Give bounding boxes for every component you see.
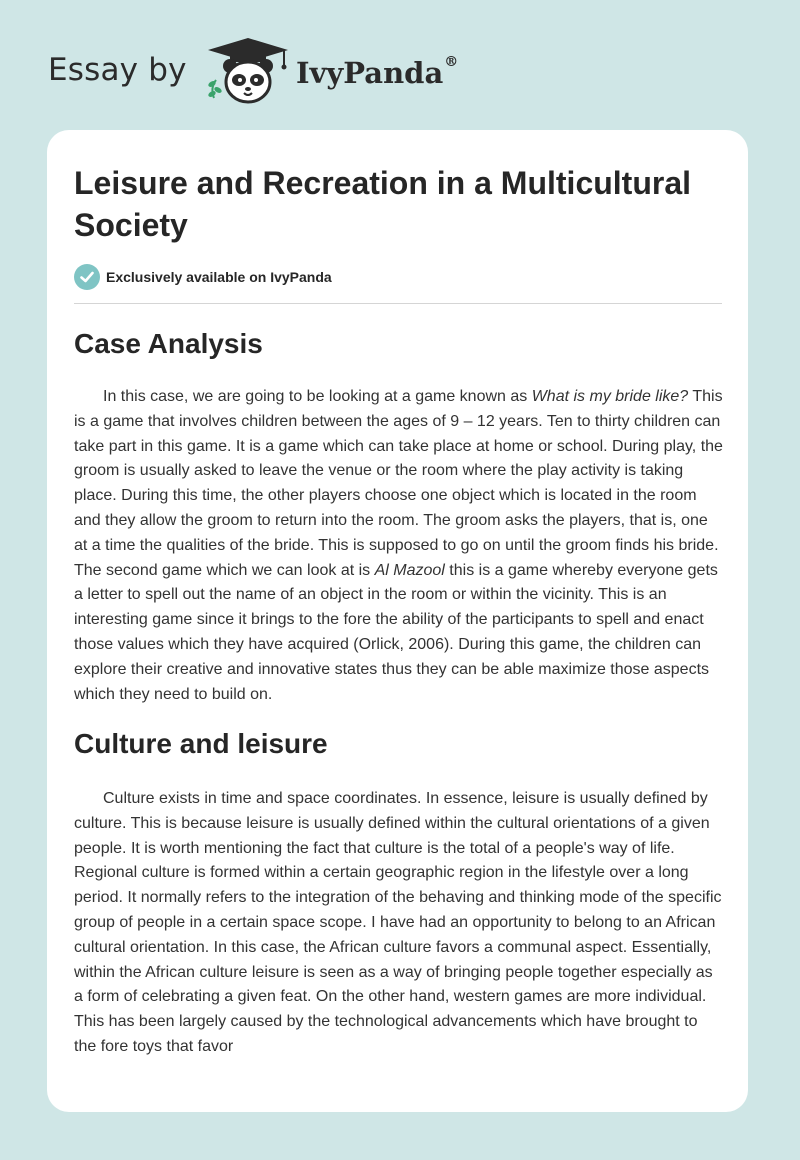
brand-name (296, 56, 458, 90)
page-title: Leisure and Recreation in a Multicultural Society (74, 165, 692, 243)
brand-header (48, 36, 528, 108)
paragraph-text: Culture exists in time and space coordinates. In essence, leisure is usually defined by culture. This is because leisure is usually defined within the cultural orientations of a given people. It is worth mentioning the fact that culture is the total of a people's way of life. Regional culture is formed within a certain geographic region in the lifestyle over a long period. It normally refers to the integration of the behaving and thinking mode of the specific group of people in a certain space scope. I have had an opportunity to belong to an African cultural orientation. In this case, the African culture favors a communal aspect. Essentially, within the African culture leisure is seen as a way of bringing people together especially as a form of celebrating a given feat. On the other hand, western games are more individual. This has been largely caused by the technological advancements which have brought to the fore toys that favor (74, 790, 722, 1055)
game-name-italic: What is my bride like? (531, 388, 689, 405)
badge-text: Exclusively available on IvyPanda (106, 269, 332, 285)
check-circle-icon (74, 264, 100, 290)
section-heading-case-analysis: Case Analysis (74, 328, 263, 359)
section-heading-culture-leisure: Culture and leisure (74, 728, 328, 759)
paragraph-text: In this case, we are going to be looking at a game known as (103, 388, 532, 405)
exclusive-badge (74, 264, 332, 290)
brand-prefix: Essay by (48, 52, 187, 88)
panda-graduate-icon (200, 36, 296, 108)
divider (74, 303, 722, 304)
registered-mark: ® (444, 54, 459, 70)
brand-name-text: IvyPanda (296, 56, 444, 90)
essay-card (47, 130, 748, 1112)
game-name-italic: Al Mazool (374, 561, 445, 579)
paragraph-text: This is a game that involves children between the ages of 9 – 12 years. Ten to thirty children can take part in this game. It is a game which can take place at home or school. During play, the groom is usually asked to leave the venue or the room where the play activity is taking place. During this time, the other players choose one object which is located in the room and they allow the groom to return into the room. The groom asks the players, that is, one at a time the qualities of the bride. This is supposed to go on until the groom finds his bride. The second game which we can look at is (74, 388, 723, 579)
paragraph-text: this is a game whereby everyone gets a letter to spell out the name of an object in the room or within the vicinity. This is an interesting game since it brings to the fore the ability of the participants to spell and enact those values which they have acquired (Orlick, 2006). During this game, the children can explore their creative and innovative states thus they can be able maximize those aspects which they need to build on. (74, 561, 718, 703)
section-paragraph-case-analysis (74, 385, 724, 707)
section-paragraph-culture-leisure (74, 787, 724, 1060)
